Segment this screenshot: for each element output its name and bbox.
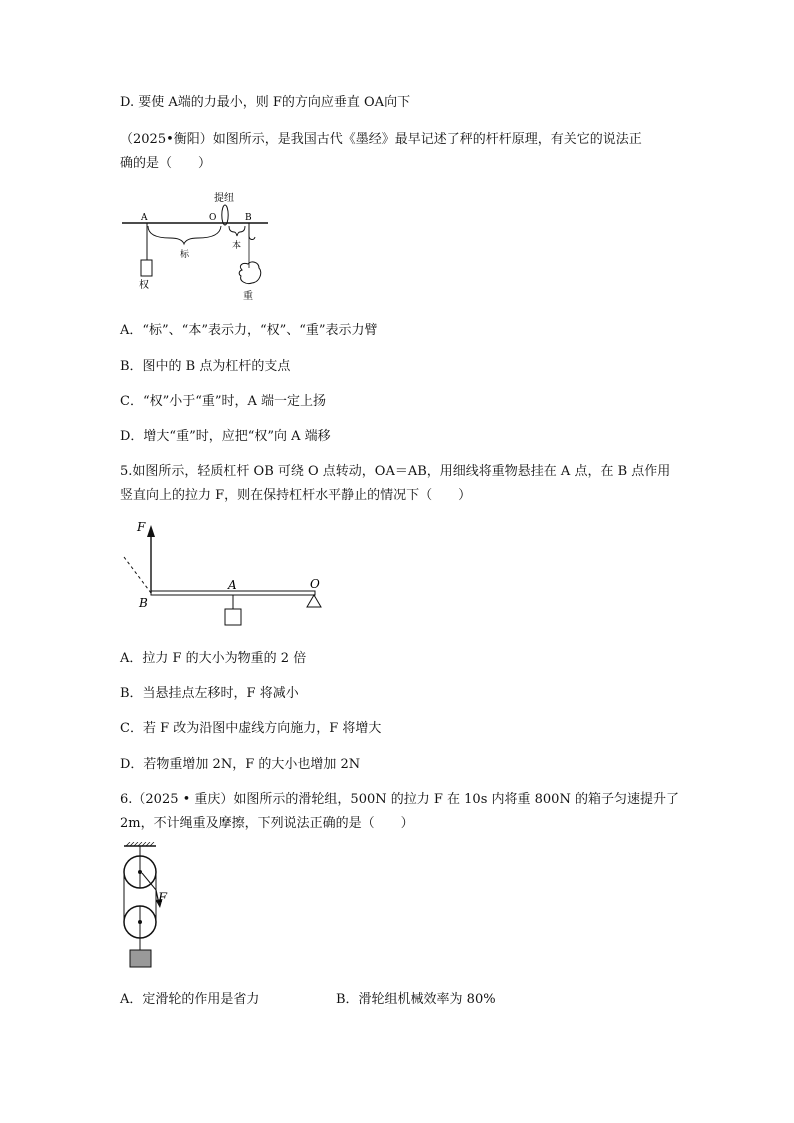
- rope-label: 提纽: [214, 193, 234, 204]
- ben-brace: [229, 226, 245, 236]
- biao-brace: [148, 226, 221, 244]
- q6-option-a: A．定滑轮的作用是省力: [120, 992, 260, 1007]
- quan-label: 权: [139, 280, 149, 291]
- dashed-direction-line: [124, 557, 151, 593]
- q4-option-b: B．图中的 B 点为杠杆的支点: [120, 359, 291, 374]
- rope-loop: [222, 205, 228, 225]
- point-a-label: A: [228, 578, 237, 592]
- q5-option-c: C．若 F 改为沿图中虚线方向施力，F 将增大: [120, 721, 382, 736]
- point-o-label: O: [310, 577, 320, 591]
- point-o-label: O: [209, 213, 217, 223]
- quan-weight: [141, 260, 152, 276]
- force-label: F: [158, 891, 168, 906]
- biao-label: 标: [180, 250, 190, 260]
- ben-label: 本: [232, 241, 242, 251]
- box: [130, 950, 151, 967]
- point-b-label: B: [245, 213, 252, 223]
- q4-option-d: D．增大“重”时，应把“权”向 A 端移: [120, 429, 331, 444]
- point-a-label: A: [141, 213, 148, 223]
- q5-option-a: A．拉力 F 的大小为物重的 2 倍: [120, 651, 307, 666]
- point-b-label: B: [139, 596, 148, 610]
- pivot-triangle: [307, 595, 321, 607]
- q5-option-b: B．当悬挂点左移时，F 将减小: [120, 686, 299, 701]
- q6-stem-line-1: 6.（2025 • 重庆）如图所示的滑轮组，500N 的拉力 F 在 10s 内将重 800N 的箱子匀速提升了: [120, 792, 679, 807]
- lever-figure: [112, 515, 332, 635]
- q4-option-c: C．“权”小于“重”时，A 端一定上扬: [120, 394, 327, 409]
- zhong-object: [239, 262, 261, 284]
- steelyard-figure: [118, 186, 278, 306]
- q5-stem-line-1: 5.如图所示，轻质杠杆 OB 可绕 O 点转动，OA＝AB，用细线将重物悬挂在 A 点，在 B 点作用: [120, 464, 671, 479]
- hanging-weight: [225, 609, 241, 625]
- q5-option-d: D．若物重增加 2N，F 的大小也增加 2N: [120, 757, 361, 772]
- zhong-label: 重: [243, 291, 253, 302]
- q4-stem-line-2: 确的是（ ）: [120, 156, 212, 171]
- q4-stem-line-1: （2025•衡阳）如图所示，是我国古代《墨经》最早记述了秤的杆杆原理，有关它的说法正: [120, 132, 642, 147]
- force-label: F: [137, 520, 146, 534]
- pulley-figure: [115, 842, 185, 972]
- q3-option-d: D. 要使 A端的力最小，则 F的方向应垂直 OA向下: [120, 95, 411, 110]
- q4-option-a: A．“标”、“本”表示力，“权”、“重”表示力臂: [120, 323, 378, 338]
- q6-option-b: B．滑轮组机械效率为 80%: [336, 992, 496, 1007]
- q5-stem-line-2: 竖直向上的拉力 F，则在保持杠杆水平静止的情况下（ ）: [120, 488, 472, 503]
- q6-stem-line-2: 2m，不计绳重及摩擦，下列说法正确的是（ ）: [120, 816, 414, 831]
